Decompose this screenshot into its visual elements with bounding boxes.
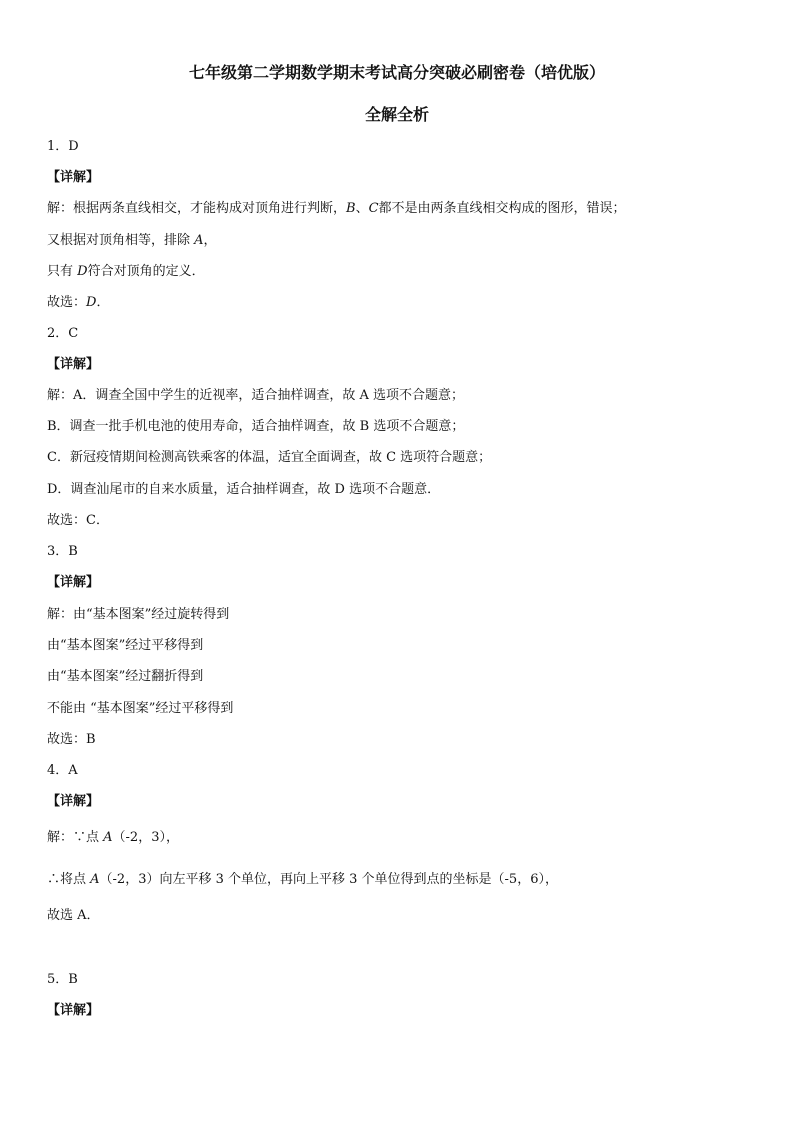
answer-2-line-3: C．新冠疫情期间检测高铁乘客的体温，适宜全面调查，故 C 选项符合题意； — [47, 450, 492, 465]
answer-5-number: 5．B — [47, 972, 78, 987]
answer-2-line-5: 故选：C． — [47, 513, 109, 528]
answer-2-number: 2．C — [47, 326, 79, 341]
answer-5-detail-label: 【详解】 — [47, 1003, 100, 1018]
answer-1-line-3: 只有 D符合对顶角的定义． — [47, 264, 205, 279]
answer-1-line-4: 故选：D． — [47, 295, 110, 310]
answer-3-number: 3．B — [47, 544, 78, 559]
answer-2-line-1: 解：A．调查全国中学生的近视率，适合抽样调查，故 A 选项不合题意； — [47, 388, 465, 403]
answer-4-detail-label: 【详解】 — [47, 794, 100, 809]
answer-4-line-1: 解：∵点 A（-2，3）， — [47, 830, 179, 845]
answer-1-detail-label: 【详解】 — [47, 170, 100, 185]
answer-2-line-4: D．调查汕尾市的自来水质量，适合抽样调查，故 D 选项不合题意． — [47, 482, 441, 497]
answer-2-line-2: B．调查一批手机电池的使用寿命，适合抽样调查，故 B 选项不合题意； — [47, 419, 465, 434]
answer-4-number: 4．A — [47, 763, 78, 778]
document-title: 七年级第二学期数学期末考试高分突破必刷密卷（培优版） — [188, 63, 605, 82]
answer-4-line-3: 故选 A． — [47, 908, 100, 923]
answer-3-line-4: 不能由 “基本图案”经过平移得到 — [47, 701, 234, 716]
answer-1-line-2: 又根据对顶角相等，排除 A， — [47, 233, 217, 248]
answer-1-number: 1．D — [47, 139, 79, 154]
document-subtitle: 全解全析 — [364, 105, 429, 124]
answer-3-line-3: 由“基本图案”经过翻折得到 — [47, 669, 204, 684]
answer-3-line-5: 故选：B — [47, 732, 96, 747]
answer-3-line-1: 解：由“基本图案”经过旋转得到 — [47, 607, 230, 622]
answer-3-detail-label: 【详解】 — [47, 575, 100, 590]
answer-1-line-1: 解：根据两条直线相交，才能构成对顶角进行判断，B、C都不是由两条直线相交构成的图形，错误； — [47, 201, 626, 216]
answer-2-detail-label: 【详解】 — [47, 357, 100, 372]
answer-4-line-2: ∴将点 A（-2，3）向左平移 3 个单位，再向上平移 3 个单位得到点的坐标是（-5，6）， — [47, 872, 558, 887]
answer-3-line-2: 由“基本图案”经过平移得到 — [47, 638, 204, 653]
